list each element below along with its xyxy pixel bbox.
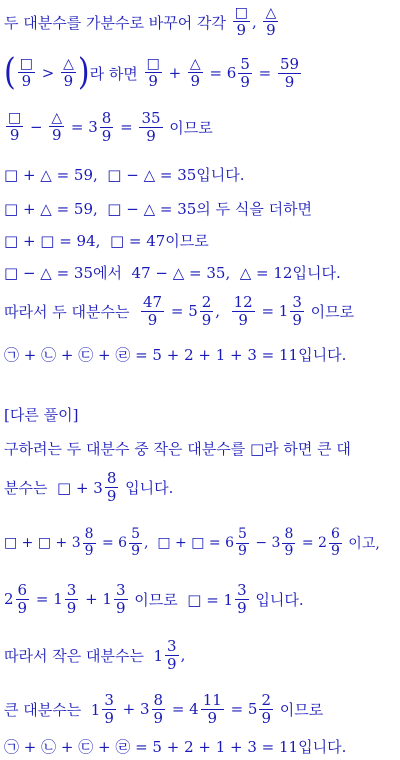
fraction: $\frac{8}{9}$ xyxy=(153,691,164,727)
fraction: $\frac{8}{9}$ xyxy=(284,526,294,559)
fraction: $\frac{3}{9}$ xyxy=(237,581,247,617)
fraction: $\frac{47}{9}$ xyxy=(143,293,163,329)
fraction: $\frac{\triangle}{9}$ xyxy=(189,55,201,90)
fraction: $\frac{3}{9}$ xyxy=(167,637,177,673)
line-text: 두 대분수를 가분수로 바꾸어 각각 xyxy=(4,13,231,32)
fraction: $\frac{59}{9}$ xyxy=(280,55,300,91)
fraction: $\frac{\triangle}{9}$ xyxy=(51,109,63,144)
solution-line-3: $\frac{□}{9}$ − $\frac{\triangle}{9}$ = 3 $\frac{8}{9}$ = $\frac{35}{9}$ 이므로 xyxy=(8,109,213,145)
fraction: $\frac{12}{9}$ xyxy=(233,293,253,329)
fraction: $\frac{3}{9}$ xyxy=(115,581,126,617)
alt-solution-line-4: 2 $\frac{6}{9}$ = 1 $\frac{3}{9}$ + 1 $\frac{3}{9}$ 이므로 □ = 1 $\frac{3}{9}$ 입니다. xyxy=(4,581,304,617)
fraction: $\frac{8}{9}$ xyxy=(84,526,94,559)
alt-solution-line-1: 구하려는 두 대분수 중 작은 대분수를 □라 하면 큰 대 xyxy=(4,439,351,458)
fraction: $\frac{□}{9}$ xyxy=(146,55,160,90)
fraction: $\frac{3}{9}$ xyxy=(104,691,114,727)
fraction-triangle-over-9: $\frac{\triangle}{9}$ xyxy=(265,4,277,39)
fraction: $\frac{□}{9}$ xyxy=(8,109,22,144)
solution-line-7: □ − △ = 35에서 47 − △ = 35, △ = 12입니다. xyxy=(4,263,341,282)
fraction: $\frac{2}{9}$ xyxy=(201,293,212,329)
fraction: $\frac{5}{9}$ xyxy=(240,55,250,91)
fraction: $\frac{3}{9}$ xyxy=(292,293,302,329)
fraction: $\frac{8}{9}$ xyxy=(106,469,117,505)
alt-solution-line-5: 따라서 작은 대분수는 1 $\frac{3}{9}$ , xyxy=(4,637,186,673)
fraction: $\frac{6}{9}$ xyxy=(330,526,340,559)
solution-line-9: ㉠ + ㉡ + ㉢ + ㉣ = 5 + 2 + 1 + 3 = 11입니다. xyxy=(4,345,347,364)
fraction: $\frac{8}{9}$ xyxy=(101,109,112,145)
fraction: $\frac{11}{9}$ xyxy=(202,691,222,727)
fraction: $\frac{3}{9}$ xyxy=(66,581,77,617)
alt-solution-heading: [다른 풀이] xyxy=(4,405,79,424)
alt-solution-line-2: 분수는 □ + 3 $\frac{8}{9}$ 입니다. xyxy=(4,469,174,505)
solution-line-5: □ + △ = 59, □ − △ = 35의 두 식을 더하면 xyxy=(4,199,313,218)
alt-solution-line-6: 큰 대분수는 1 $\frac{3}{9}$ + 3 $\frac{8}{9}$ = 4 $\frac{11}{9}$ = 5 $\frac{2}{9}$ 이므로 xyxy=(4,691,324,727)
fraction: $\frac{□}{9}$ xyxy=(19,55,33,90)
fraction: $\frac{2}{9}$ xyxy=(261,691,272,727)
solution-line-1: 두 대분수를 가분수로 바꾸어 각각 $\frac{□}{9}$ , $\frac{\triangle}{9}$ xyxy=(4,4,277,39)
alt-solution-line-3: □ + □ + 3 $\frac{8}{9}$ = 6 $\frac{5}{9}$ , □ + □ = 6 $\frac{5}{9}$ − 3 $\frac{8}{9}$ = 2 $\frac{6}{9}$ 이고, xyxy=(4,526,380,559)
alt-solution-line-7: ㉠ + ㉡ + ㉢ + ㉣ = 5 + 2 + 1 + 3 = 11입니다. xyxy=(4,737,347,756)
fraction: $\frac{35}{9}$ xyxy=(141,109,161,145)
fraction: $\frac{\triangle}{9}$ xyxy=(63,55,74,90)
solution-line-4: □ + △ = 59, □ − △ = 35입니다. xyxy=(4,165,245,184)
solution-line-8: 따라서 두 대분수는 $\frac{47}{9}$ = 5 $\frac{2}{9}$ , $\frac{12}{9}$ = 1 $\frac{3}{9}$ 이므로 xyxy=(4,293,355,329)
solution-line-6: □ + □ = 94, □ = 47이므로 xyxy=(4,231,209,250)
fraction: $\frac{5}{9}$ xyxy=(131,526,141,559)
fraction: $\frac{6}{9}$ xyxy=(17,581,28,617)
fraction-square-over-9: $\frac{□}{9}$ xyxy=(234,4,248,39)
solution-line-2: ( $\frac{□}{9}$ > $\frac{\triangle}{9}$ ) 라 하면 $\frac{□}{9}$ + $\frac{\triangle}{9}$ = 6 $\frac{5}{9}$ = $\frac{59}{9}$ xyxy=(4,51,300,94)
fraction: $\frac{5}{9}$ xyxy=(238,526,247,559)
